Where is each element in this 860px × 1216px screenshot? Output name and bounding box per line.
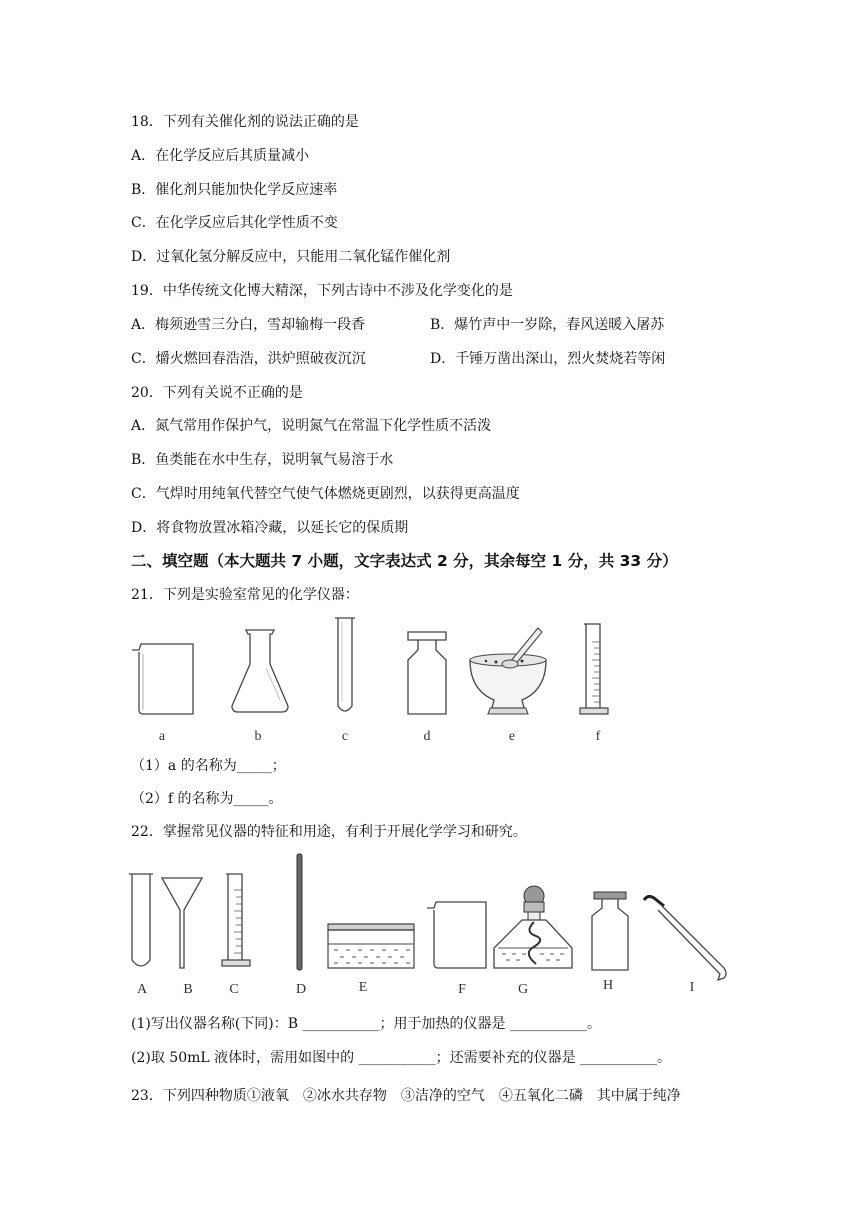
q18-stem: 18．下列有关催化剂的说法正确的是 [131,114,359,130]
label-F: F [458,982,466,997]
q20-option-a: A．氮气常用作保护气，说明氮气在常温下化学性质不活泼 [131,418,492,434]
q19-option-a: A．梅须逊雪三分白，雪却输梅一段香 [131,317,366,333]
q21-sub1: （1）a 的名称为_____； [131,758,286,774]
q19-option-c: C．爝火燃回春浩浩，洪炉照破夜沉沉 [131,351,366,367]
test-tube-c-icon [334,616,356,716]
glass-rod-D-icon [295,852,305,972]
label-I: I [689,980,695,995]
q21-stem: 21．下列是实验室常见的化学仪器： [131,587,359,603]
funnel-B-icon [160,876,204,970]
beaker-a-icon [131,640,197,718]
q18-option-b: B．催化剂只能加快化学反应速率 [131,182,338,198]
alcohol-lamp-G-icon [490,884,574,974]
label-C: C [229,982,239,997]
mortar-pestle-e-icon [466,624,550,716]
label-a: a [158,729,166,744]
evaporating-dish-E-icon [326,922,416,970]
label-e: e [508,729,516,744]
q18-option-a: A．在化学反应后其质量减小 [131,148,310,164]
q21-sub2: （2）f 的名称为_____。 [131,791,283,807]
q20-option-b: B．鱼类能在水中生存，说明氧气易溶于水 [131,452,394,468]
graduated-cylinder-f-icon [578,622,610,718]
label-D: D [295,982,307,997]
q22-stem: 22．掌握常见仪器的特征和用途，有利于开展化学学习和研究。 [131,824,527,840]
q23-stem: 23．下列四种物质①液氧 ②冰水共存物 ③洁净的空气 ④五氧化二磷 其中属于纯净 [131,1088,681,1104]
label-B: B [183,982,193,997]
label-E: E [358,980,368,995]
q19-option-d: D．千锤万凿出深山，烈火焚烧若等闲 [430,351,666,367]
q22-sub2: (2)取 50mL 液体时，需用如图中的 ___________；还需要补充的仪器是 ___________。 [131,1050,672,1066]
q18-option-d: D．过氧化氢分解反应中，只能用二氧化锰作催化剂 [131,249,451,265]
test-tube-A-icon [128,872,154,972]
label-c: c [341,729,349,744]
reagent-bottle-d-icon [404,630,450,716]
label-G: G [517,982,529,997]
q18-option-c: C．在化学反应后其化学性质不变 [131,215,338,231]
q19-option-b: B．爆竹声中一岁除，春风送暖入屠苏 [430,317,665,333]
q22-sub1: (1)写出仪器名称(下同)：B ___________；用于加热的仪器是 ___________。 [131,1016,601,1032]
q20-option-c: C．气焊时用纯氧代替空气使气体燃烧更剧烈，以获得更高温度 [131,486,520,502]
beaker-F-icon [426,900,490,972]
label-H: H [602,978,614,993]
dropper-I-icon [640,892,730,984]
conical-flask-b-icon [230,628,290,714]
q20-option-d: D．将食物放置冰箱冷藏，以延长它的保质期 [131,520,409,536]
label-f: f [595,729,601,744]
label-b: b [254,729,262,744]
q20-stem: 20．下列有关说不正确的是 [131,385,303,401]
graduated-cylinder-C-icon [220,872,252,970]
label-A: A [136,982,148,997]
q19-stem: 19．中华传统文化博大精深，下列古诗中不涉及化学变化的是 [131,283,513,299]
label-d: d [423,729,431,744]
section-heading: 二、填空题（本大题共 7 小题，文字表达式 2 分，其余每空 1 分，共 33 分） [131,552,678,570]
gas-bottle-H-icon [588,890,632,972]
